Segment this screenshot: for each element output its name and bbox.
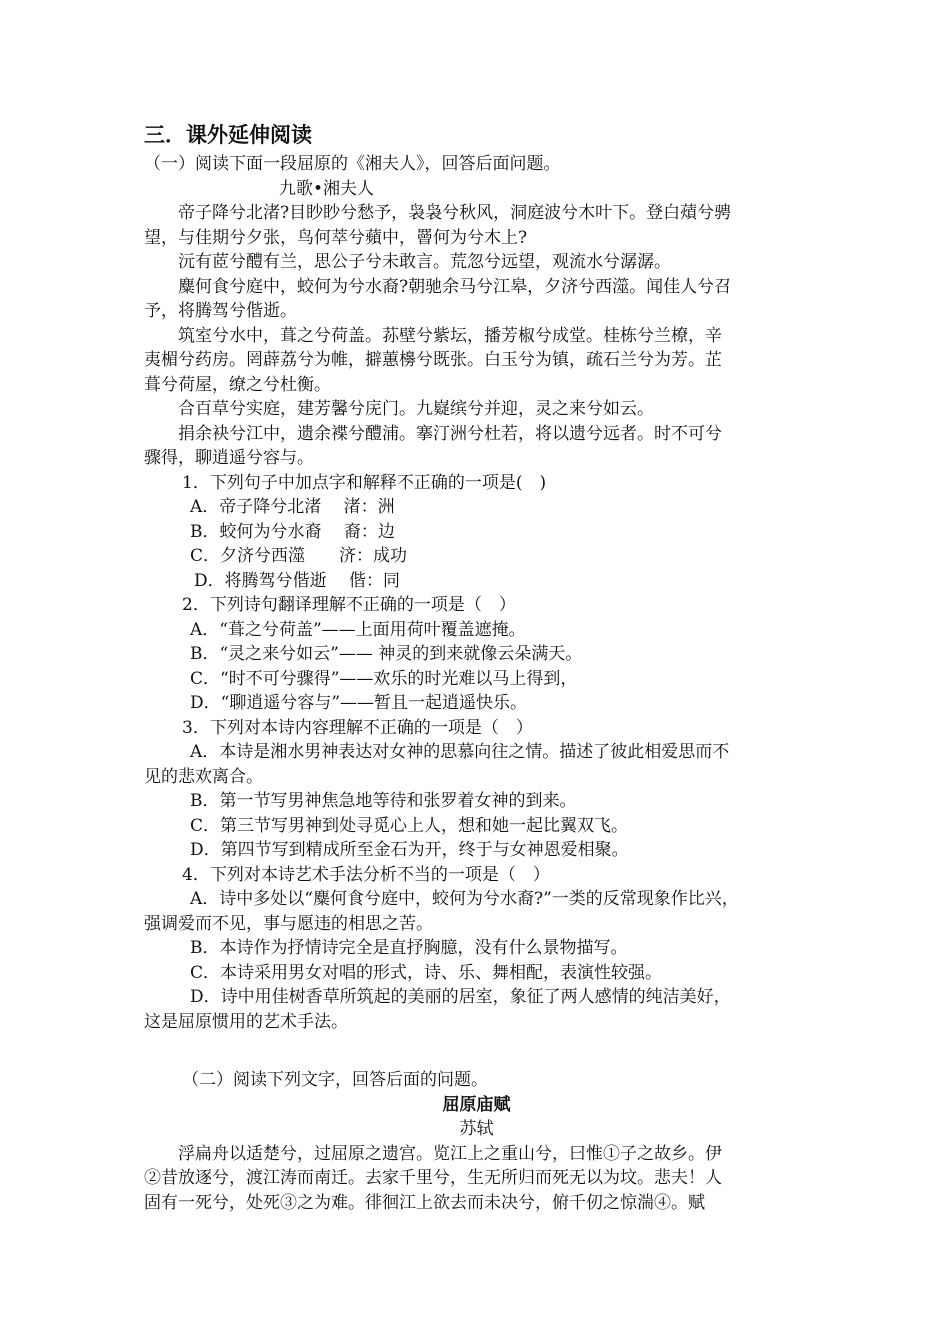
poem-line: 望，与佳期兮夕张，鸟何萃兮蘋中，罾何为兮木上? — [144, 227, 528, 248]
poem-line: 夷楣兮药房。罔薜荔兮为帷，擗蕙櫋兮既张。白玉兮为镇，疏石兰兮为芳。芷 — [144, 350, 722, 370]
question-3-option-d: D．第四节写到精成所至金石为开，终于与女神恩爱相聚。 — [190, 840, 629, 860]
question-4-option-a: A．诗中多处以“麋何食兮庭中，蛟何为兮水裔?”一类的反常现象作比兴， — [190, 889, 739, 909]
poem-line: 筑室兮水中，葺之兮荷盖。荪壁兮紫坛，播芳椒兮成堂。桂栋兮兰橑，辛 — [178, 325, 722, 346]
question-4-option-d-cont: 这是屈原惯用的艺术手法。 — [144, 1011, 348, 1032]
question-4-option-c: C．本诗采用男女对唱的形式，诗、乐、舞相配，表演性较强。 — [190, 962, 663, 983]
question-3-option-c: C．第三节写男神到处寻觅心上人，想和她一起比翼双飞。 — [190, 815, 629, 836]
question-2-option: B．“灵之来兮如云”—— 神灵的到来就像云朵满天。 — [190, 644, 583, 664]
question-2-option: C．“时不可兮骤得”——欢乐的时光难以马上得到， — [190, 668, 578, 689]
question-1-stem: 1．下列句子中加点字和解释不正确的一项是( ) — [182, 472, 547, 493]
part2-section — [144, 1068, 809, 1215]
poem-line: 捐余袂兮江中，遗余褋兮醴浦。搴汀洲兮杜若，将以遗兮远者。时不可兮 — [178, 423, 722, 444]
question-1-option: A．帝子降兮北渚 渚：洲 — [190, 497, 395, 517]
poem-title: 九歌•湘夫人 — [279, 178, 375, 199]
prose-line: 浮扁舟以适楚兮，过屈原之遗宫。览江上之重山兮，曰惟①子之故乡。伊 — [178, 1143, 722, 1164]
poem-line: 骤得，聊逍遥兮容与。 — [144, 448, 314, 468]
part1-intro: （一）阅读下面一段屈原的《湘夫人》，回答后面问题。 — [144, 154, 561, 174]
question-1-option: C．夕济兮西澨 济：成功 — [190, 546, 408, 566]
question-3-option-a: A．本诗是湘水男神表达对女神的思慕向往之情。描述了彼此相爱思而不 — [190, 742, 730, 762]
question-3-option-b: B．第一节写男神焦急地等待和张罗着女神的到来。 — [190, 791, 577, 811]
question-2-stem: 2．下列诗句翻译理解不正确的一项是（ ） — [182, 595, 516, 615]
question-3-option-a-cont: 见的悲欢离合。 — [144, 766, 263, 787]
poem-line: 合百草兮实庭，建芳馨兮庑门。九嶷缤兮并迎，灵之来兮如云。 — [178, 399, 654, 419]
question-3-stem: 3．下列对本诗内容理解不正确的一项是（ ） — [182, 717, 533, 738]
question-2-option: D．“聊逍遥兮容与”——暂且一起逍遥快乐。 — [190, 693, 528, 713]
poem-line: 帝子降兮北渚?目眇眇兮愁予，袅袅兮秋风，洞庭波兮木叶下。登白薠兮骋 — [178, 203, 732, 223]
prose-line: ②昔放逐兮，渡江涛而南迁。去家千里兮，生无所归而死无以为坟。悲夫！人 — [144, 1168, 722, 1188]
poem-line: 葺兮荷屋，缭之兮杜衡。 — [144, 374, 331, 395]
question-1-option: B．蛟何为兮水裔 裔：边 — [190, 521, 395, 542]
part2-title: 屈原庙赋 — [442, 1094, 511, 1115]
part2-author: 苏轼 — [459, 1119, 494, 1139]
document-page — [144, 118, 809, 1034]
question-4-stem: 4．下列对本诗艺术手法分析不当的一项是（ ） — [182, 864, 550, 885]
question-1-option: D．将腾驾兮偕逝 偕：同 — [194, 570, 401, 591]
question-4-option-d: D．诗中用佳树香草所筑起的美丽的居室，象征了两人感情的纯洁美好， — [190, 987, 731, 1007]
poem-line: 沅有茝兮醴有兰，思公子兮未敢言。荒忽兮远望，观流水兮潺潺。 — [178, 252, 671, 272]
section-heading: 三．课外延伸阅读 — [144, 123, 312, 147]
question-4-option-a-cont: 强调爱而不见，事与愿违的相思之苦。 — [144, 913, 433, 934]
poem-line: 麋何食兮庭中，蛟何为兮水裔?朝驰余马兮江皋，夕济兮西澨。闻佳人兮召 — [178, 276, 732, 297]
poem-line: 予，将腾驾兮偕逝。 — [144, 301, 297, 321]
prose-line: 固有一死兮，处死③之为难。徘徊江上欲去而未决兮，俯千仞之惊湍④。赋 — [144, 1192, 705, 1213]
question-2-option: A．“葺之兮荷盖”——上面用荷叶覆盖遮掩。 — [190, 619, 526, 640]
question-4-option-b: B．本诗作为抒情诗完全是直抒胸臆，没有什么景物描写。 — [190, 938, 628, 958]
part2-intro: （二）阅读下列文字，回答后面的问题。 — [182, 1070, 488, 1090]
